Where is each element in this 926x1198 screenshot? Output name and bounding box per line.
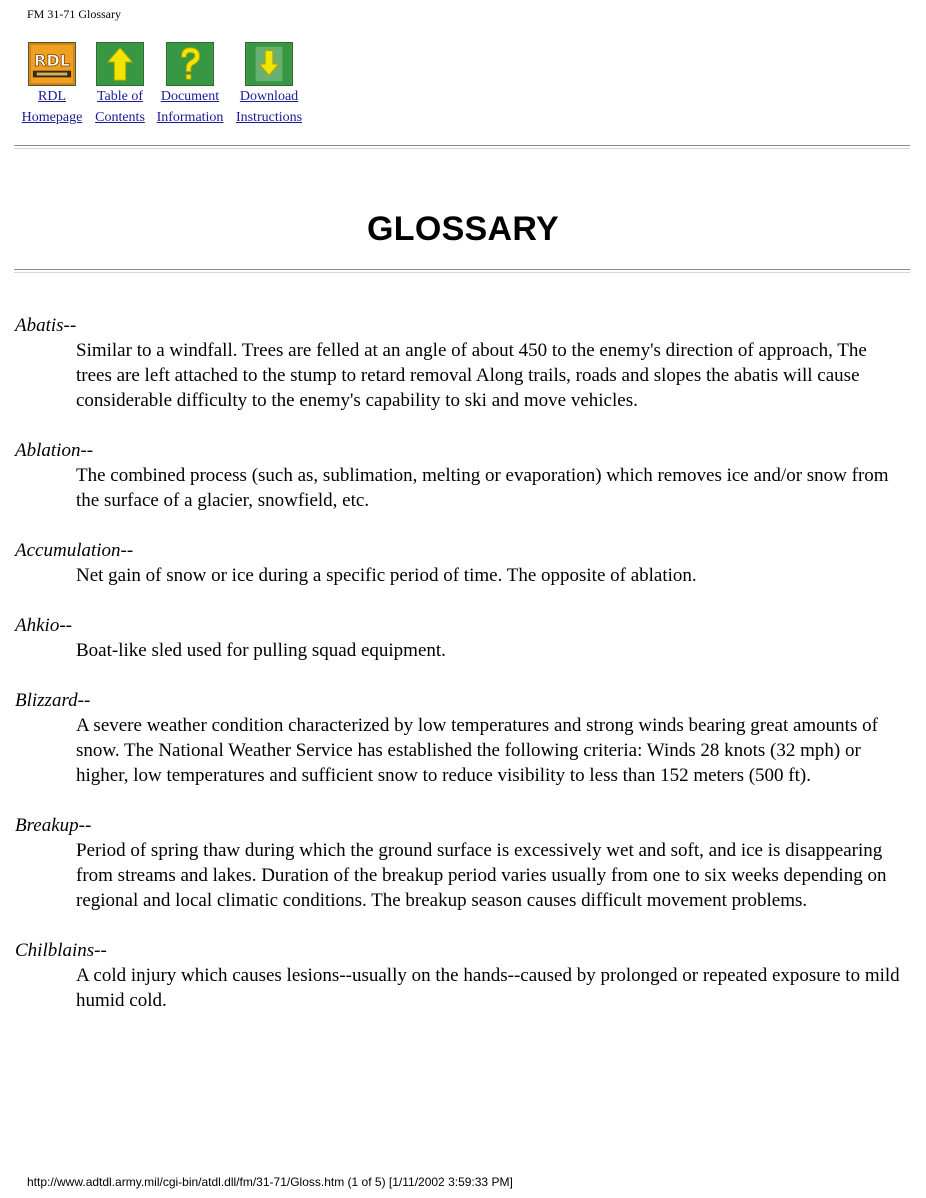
page-title: GLOSSARY bbox=[367, 209, 559, 248]
nav-label-line2: Contents bbox=[95, 110, 145, 125]
nav-rdl-homepage[interactable] bbox=[18, 42, 86, 128]
nav-label-line1: RDL bbox=[38, 89, 66, 104]
glossary-entry bbox=[15, 538, 905, 588]
glossary-term: Breakup-- bbox=[15, 815, 92, 836]
page-footer-url: http://www.adtdl.army.mil/cgi-bin/atdl.dll/fm/31-71/Gloss.htm (1 of 5) [1/11/2002 3:59:33 PM] bbox=[27, 1175, 513, 1189]
glossary-term: Accumulation-- bbox=[15, 540, 134, 561]
horizontal-rule-top bbox=[14, 145, 910, 149]
download-arrow-icon bbox=[245, 42, 293, 86]
horizontal-rule-bottom bbox=[14, 269, 910, 273]
nav-label-line1: Document bbox=[160, 89, 220, 104]
glossary-definition: The combined process (such as, sublimation, melting or evaporation) which removes ice and/or snow from the surface of a glacier, snowfield, etc. bbox=[76, 465, 889, 511]
glossary-definition: Period of spring thaw during which the ground surface is excessively wet and soft, and ice is disappearing from streams and lakes. Duration of the breakup period varies usually from one to six weeks depending on regional and local climatic conditions. The breakup season causes difficult movement problems. bbox=[76, 840, 887, 911]
question-mark-icon bbox=[166, 42, 214, 86]
glossary-definition: Similar to a windfall. Trees are felled at an angle of about 450 to the enemy's direction of approach, The trees are left attached to the stump to retard removal Along trails, roads and slopes the abatis will cause considerable difficulty to the enemy's capability to ski and move vehicles. bbox=[76, 340, 867, 411]
glossary-definition: Net gain of snow or ice during a specific period of time. The opposite of ablation. bbox=[76, 565, 697, 586]
nav-label-line2: Homepage bbox=[21, 110, 83, 125]
glossary-list bbox=[15, 313, 905, 1038]
nav-download-instructions[interactable] bbox=[232, 42, 306, 128]
glossary-term: Chilblains-- bbox=[15, 940, 107, 961]
nav-table-of-contents[interactable] bbox=[92, 42, 148, 128]
glossary-term: Blizzard-- bbox=[15, 690, 91, 711]
nav-label-line1: Download bbox=[239, 89, 299, 104]
up-arrow-icon bbox=[96, 42, 144, 86]
nav-document-information[interactable] bbox=[154, 42, 226, 128]
glossary-definition: A severe weather condition characterized by low temperatures and strong winds bearing great amounts of snow. The National Weather Service has established the following criteria: Winds 28 knots (32 mph) or higher, low temperatures and sufficient snow to reduce visibility to less than 152 meters (500 ft). bbox=[76, 715, 878, 786]
glossary-entry bbox=[15, 438, 905, 513]
doc-nav-bar bbox=[18, 42, 312, 128]
glossary-entry bbox=[15, 938, 905, 1013]
glossary-term: Ablation-- bbox=[15, 440, 94, 461]
glossary-entry bbox=[15, 813, 905, 913]
nav-label-line1: Table of bbox=[96, 89, 144, 104]
nav-label-line2: Instructions bbox=[235, 110, 303, 125]
glossary-term: Abatis-- bbox=[15, 315, 77, 336]
rdl-logo-text: RDL bbox=[33, 50, 71, 70]
glossary-definition: Boat-like sled used for pulling squad equipment. bbox=[76, 640, 446, 661]
rdl-logo-icon bbox=[28, 42, 76, 86]
page-header: FM 31-71 Glossary bbox=[27, 7, 122, 21]
glossary-definition: A cold injury which causes lesions--usually on the hands--caused by prolonged or repeated exposure to mild humid cold. bbox=[76, 965, 900, 1011]
glossary-entry bbox=[15, 688, 905, 788]
glossary-term: Ahkio-- bbox=[15, 615, 72, 636]
nav-label-line2: Information bbox=[156, 110, 224, 125]
glossary-entry bbox=[15, 313, 905, 413]
glossary-entry bbox=[15, 613, 905, 663]
